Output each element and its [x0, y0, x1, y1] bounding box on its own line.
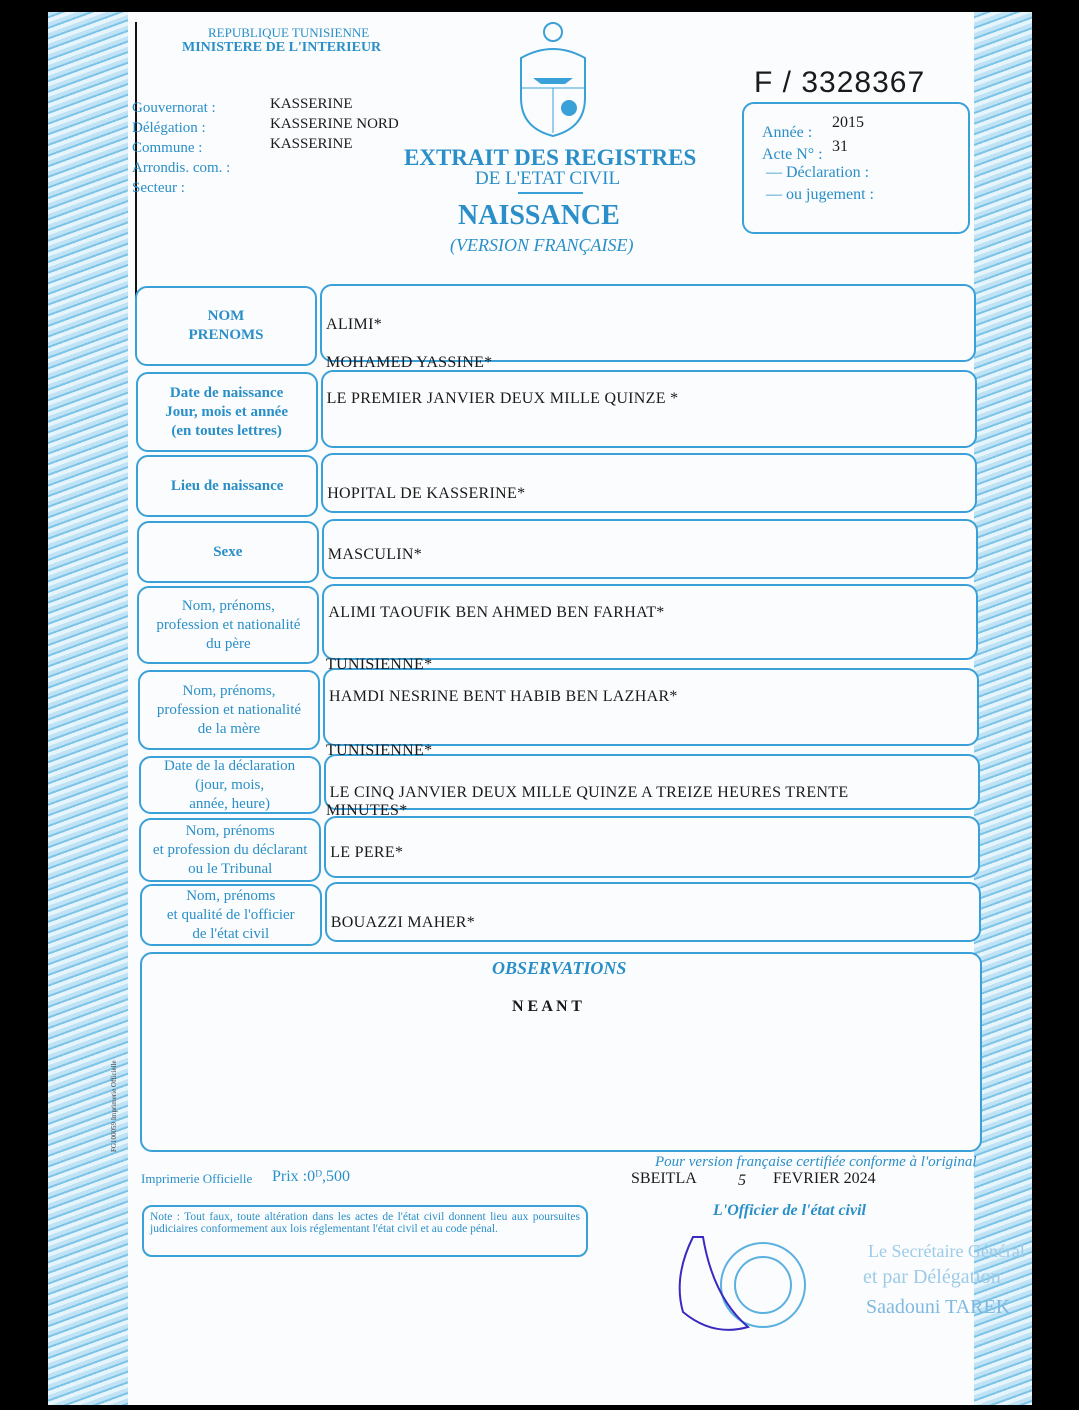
- row-label: Nom, prénoms et profession du déclarant ou le Tribunal: [139, 818, 321, 882]
- row-value: ALIMI*: [326, 316, 383, 333]
- republic: REPUBLIQUE TUNISIENNE: [208, 25, 370, 40]
- row-value-box: [324, 816, 980, 878]
- stamp-line3: Saadouni TAREK: [866, 1296, 1011, 1318]
- official-stamp-and-signature: [663, 1217, 1025, 1337]
- admin-label: Gouvernorat :: [132, 100, 216, 116]
- place: SBEITLA: [631, 1170, 697, 1187]
- row-label: Date de la déclaration (jour, mois, année, heure): [139, 756, 321, 814]
- version: (VERSION FRANÇAISE): [450, 235, 634, 255]
- date: FEVRIER 2024: [773, 1170, 876, 1187]
- serial-number: F / 3328367: [754, 66, 926, 99]
- annee-value: 2015: [832, 114, 864, 131]
- row-value: LE PERE*: [330, 844, 404, 861]
- observations-box: [140, 952, 982, 1152]
- row-value: BOUAZZI MAHER*: [330, 914, 475, 931]
- row-value: ALIMI TAOUFIK BEN AHMED BEN FARHAT*: [328, 604, 665, 621]
- printer: Imprimerie Officielle: [141, 1171, 253, 1186]
- admin-label: Arrondis. com. :: [132, 160, 231, 176]
- price: Prix :0ᴰ,500: [272, 1168, 350, 1185]
- row-value-continued: MOHAMED YASSINE*: [326, 354, 493, 371]
- row-value-box: [324, 754, 980, 810]
- row-label: Sexe: [137, 521, 319, 583]
- guilloche-border-left: [48, 12, 128, 1405]
- note-text: Note : Tout faux, toute altération dans les actes de l'état civil donnent lieu aux poursuites judiciaires conformement aux lois réglementant l'état civil et au code pénal.: [150, 1211, 580, 1235]
- acte-value: 31: [832, 138, 848, 155]
- annee-label: Année :: [762, 124, 813, 141]
- stamp-line1: Le Secrétaire Général: [868, 1241, 1025, 1261]
- row-label: Nom, prénoms et qualité de l'officier de l'état civil: [140, 884, 322, 946]
- row-value-continued: MINUTES*: [326, 802, 408, 819]
- row-value-continued: TUNISIENNE*: [326, 656, 433, 673]
- admin-label: Délégation :: [132, 120, 206, 136]
- admin-value: KASSERINE NORD: [270, 116, 399, 132]
- coat-of-arms-icon: [513, 18, 593, 140]
- observations-text: N E A N T: [512, 998, 582, 1015]
- row-label: Date de naissance Jour, mois et année (en toutes lettres): [136, 372, 318, 452]
- divider: [518, 192, 583, 194]
- certified-text: Pour version française certifiée conforme à l'original: [655, 1154, 977, 1170]
- day: 5: [738, 1172, 746, 1189]
- declaration-label: — Déclaration :: [766, 164, 870, 181]
- admin-value: KASSERINE: [270, 136, 353, 152]
- observations-title: OBSERVATIONS: [492, 958, 627, 978]
- row-value-continued: TUNISIENNE*: [326, 742, 433, 759]
- row-value-box: [322, 584, 978, 660]
- acte-box: [742, 102, 970, 234]
- row-label: Nom, prénoms, profession et nationalité de la mère: [138, 670, 320, 750]
- admin-label: Secteur :: [132, 180, 185, 196]
- row-value-box: [323, 668, 979, 746]
- birth-certificate: [48, 12, 1032, 1405]
- row-label: Lieu de naissance: [136, 455, 318, 517]
- row-value: LE CINQ JANVIER DEUX MILLE QUINZE A TREIZE HEURES TRENTE: [329, 784, 849, 801]
- row-label: Nom, prénoms, profession et nationalité du père: [137, 586, 319, 664]
- row-value-box: [321, 370, 977, 448]
- row-value-box: [320, 284, 976, 362]
- document-type: NAISSANCE: [458, 200, 620, 231]
- admin-value: KASSERINE: [270, 96, 353, 112]
- row-value: HAMDI NESRINE BENT HABIB BEN LAZHAR*: [329, 688, 678, 705]
- row-value-box: [321, 453, 977, 513]
- stamp-line2: et par Délégation: [863, 1266, 1001, 1288]
- jugement-label: — ou jugement :: [766, 186, 874, 203]
- note-box: [142, 1205, 588, 1257]
- admin-label: Commune :: [132, 140, 203, 156]
- title-line2: DE L'ETAT CIVIL: [475, 168, 621, 189]
- guilloche-border-right: [974, 12, 1032, 1405]
- side-code: FG100059 Imprimerie Officielle: [110, 1060, 118, 1152]
- ministry: MINISTERE DE L'INTERIEUR: [182, 40, 382, 55]
- row-value: HOPITAL DE KASSERINE*: [327, 485, 526, 502]
- row-value: LE PREMIER JANVIER DEUX MILLE QUINZE *: [326, 390, 679, 407]
- row-label: NOM PRENOMS: [135, 286, 317, 366]
- row-value: MASCULIN*: [327, 546, 423, 563]
- row-value-box: [325, 882, 981, 942]
- officer-title: L'Officier de l'état civil: [713, 1202, 866, 1219]
- row-value-box: [322, 519, 978, 579]
- acte-label: Acte N° :: [762, 146, 823, 163]
- title-line1: EXTRAIT DES REGISTRES: [404, 145, 697, 170]
